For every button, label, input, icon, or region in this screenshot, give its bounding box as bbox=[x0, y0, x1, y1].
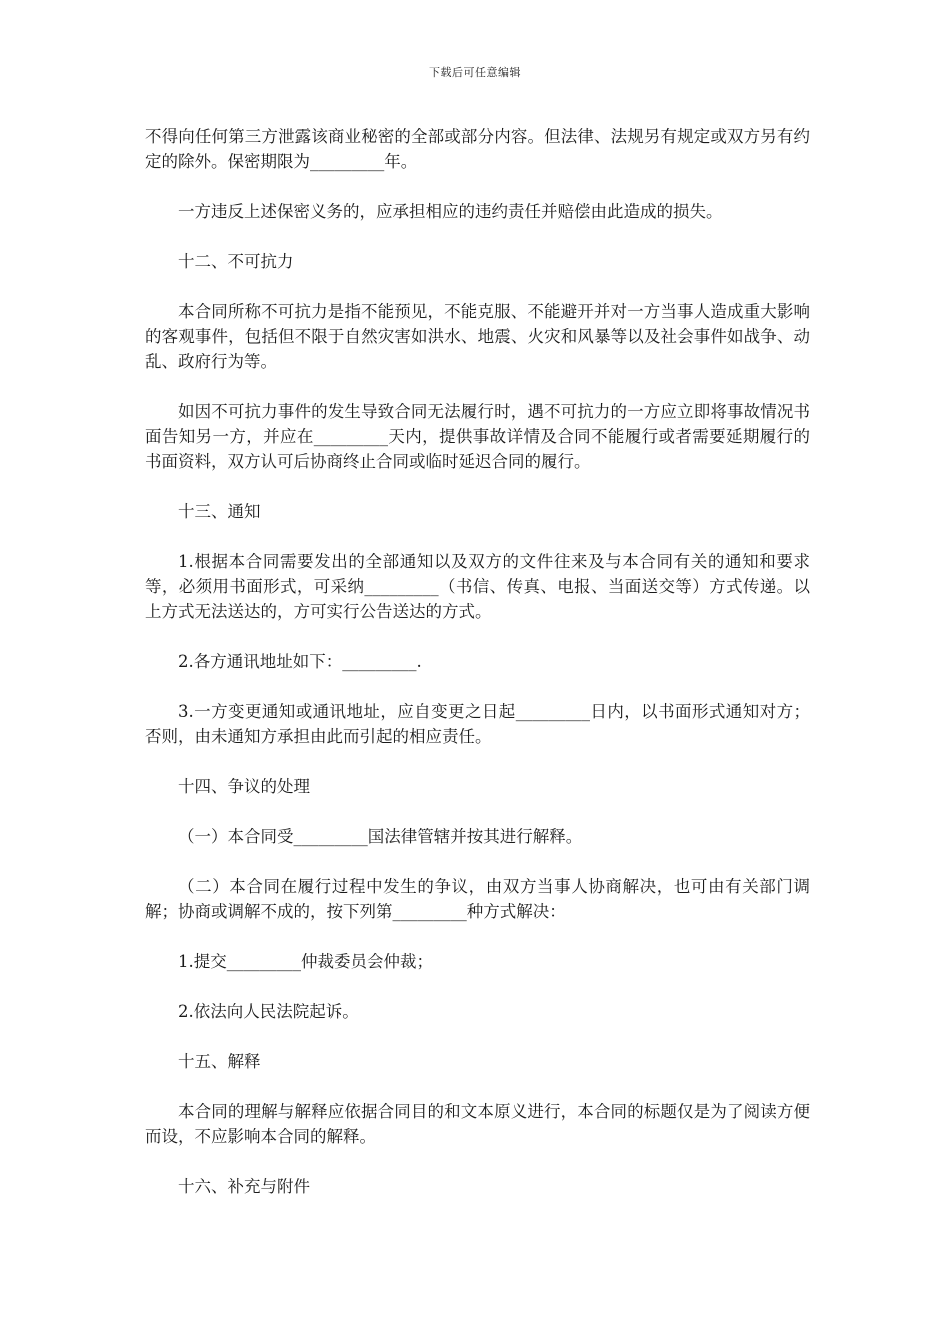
paragraph-dispute-resolution: （二）本合同在履行过程中发生的争议，由双方当事人协商解决，也可由有关部门调解；协商或调解不成的，按下列第_________种方式解决： bbox=[145, 877, 810, 921]
paragraph-dispute-governing-law: （一）本合同受_________国法律管辖并按其进行解释。 bbox=[178, 827, 583, 846]
paragraph-confidentiality-continued: 不得向任何第三方泄露该商业秘密的全部或部分内容。但法律、法规另有规定或双方另有约定的除外。保密期限为_________年。 bbox=[145, 127, 810, 171]
section-heading-notice: 十三、通知 bbox=[178, 502, 261, 521]
paragraph-notice-address: 2.各方通讯地址如下：_________. bbox=[178, 652, 422, 671]
paragraph-confidentiality-breach: 一方违反上述保密义务的，应承担相应的违约责任并赔偿由此造成的损失。 bbox=[178, 202, 723, 221]
paragraph-force-majeure-notice: 如因不可抗力事件的发生导致合同无法履行时，遇不可抗力的一方应立即将事故情况书面告知另一方，并应在_________天内，提供事故详情及合同不能履行或者需要延期履行的书面资料，双方认可后协商终止合同或临时延迟合同的履行。 bbox=[145, 402, 810, 471]
paragraph-notice-method: 1.根据本合同需要发出的全部通知以及双方的文件往来及与本合同有关的通知和要求等，必须用书面形式，可采纳_________（书信、传真、电报、当面送交等）方式传递。以上方式无法送达的，方可实行公告送达的方式。 bbox=[145, 552, 810, 621]
paragraph-force-majeure-definition: 本合同所称不可抗力是指不能预见，不能克服、不能避开并对一方当事人造成重大影响的客观事件，包括但不限于自然灾害如洪水、地震、火灾和风暴等以及社会事件如战争、动乱、政府行为等。 bbox=[145, 302, 810, 371]
document-body bbox=[145, 124, 810, 1224]
page-header: 下载后可任意编辑 bbox=[429, 66, 521, 79]
paragraph-notice-change: 3.一方变更通知或通讯地址，应自变更之日起_________日内，以书面形式通知对方；否则，由未通知方承担由此而引起的相应责任。 bbox=[145, 702, 810, 746]
section-heading-supplement: 十六、补充与附件 bbox=[178, 1177, 310, 1196]
paragraph-dispute-litigation: 2.依法向人民法院起诉。 bbox=[178, 1002, 359, 1021]
section-heading-force-majeure: 十二、不可抗力 bbox=[178, 252, 294, 271]
paragraph-interpretation: 本合同的理解与解释应依据合同目的和文本原义进行，本合同的标题仅是为了阅读方便而设，不应影响本合同的解释。 bbox=[145, 1102, 810, 1146]
section-heading-interpretation: 十五、解释 bbox=[178, 1052, 261, 1071]
section-heading-dispute: 十四、争议的处理 bbox=[178, 777, 310, 796]
paragraph-dispute-arbitration: 1.提交_________仲裁委员会仲裁； bbox=[178, 952, 433, 971]
